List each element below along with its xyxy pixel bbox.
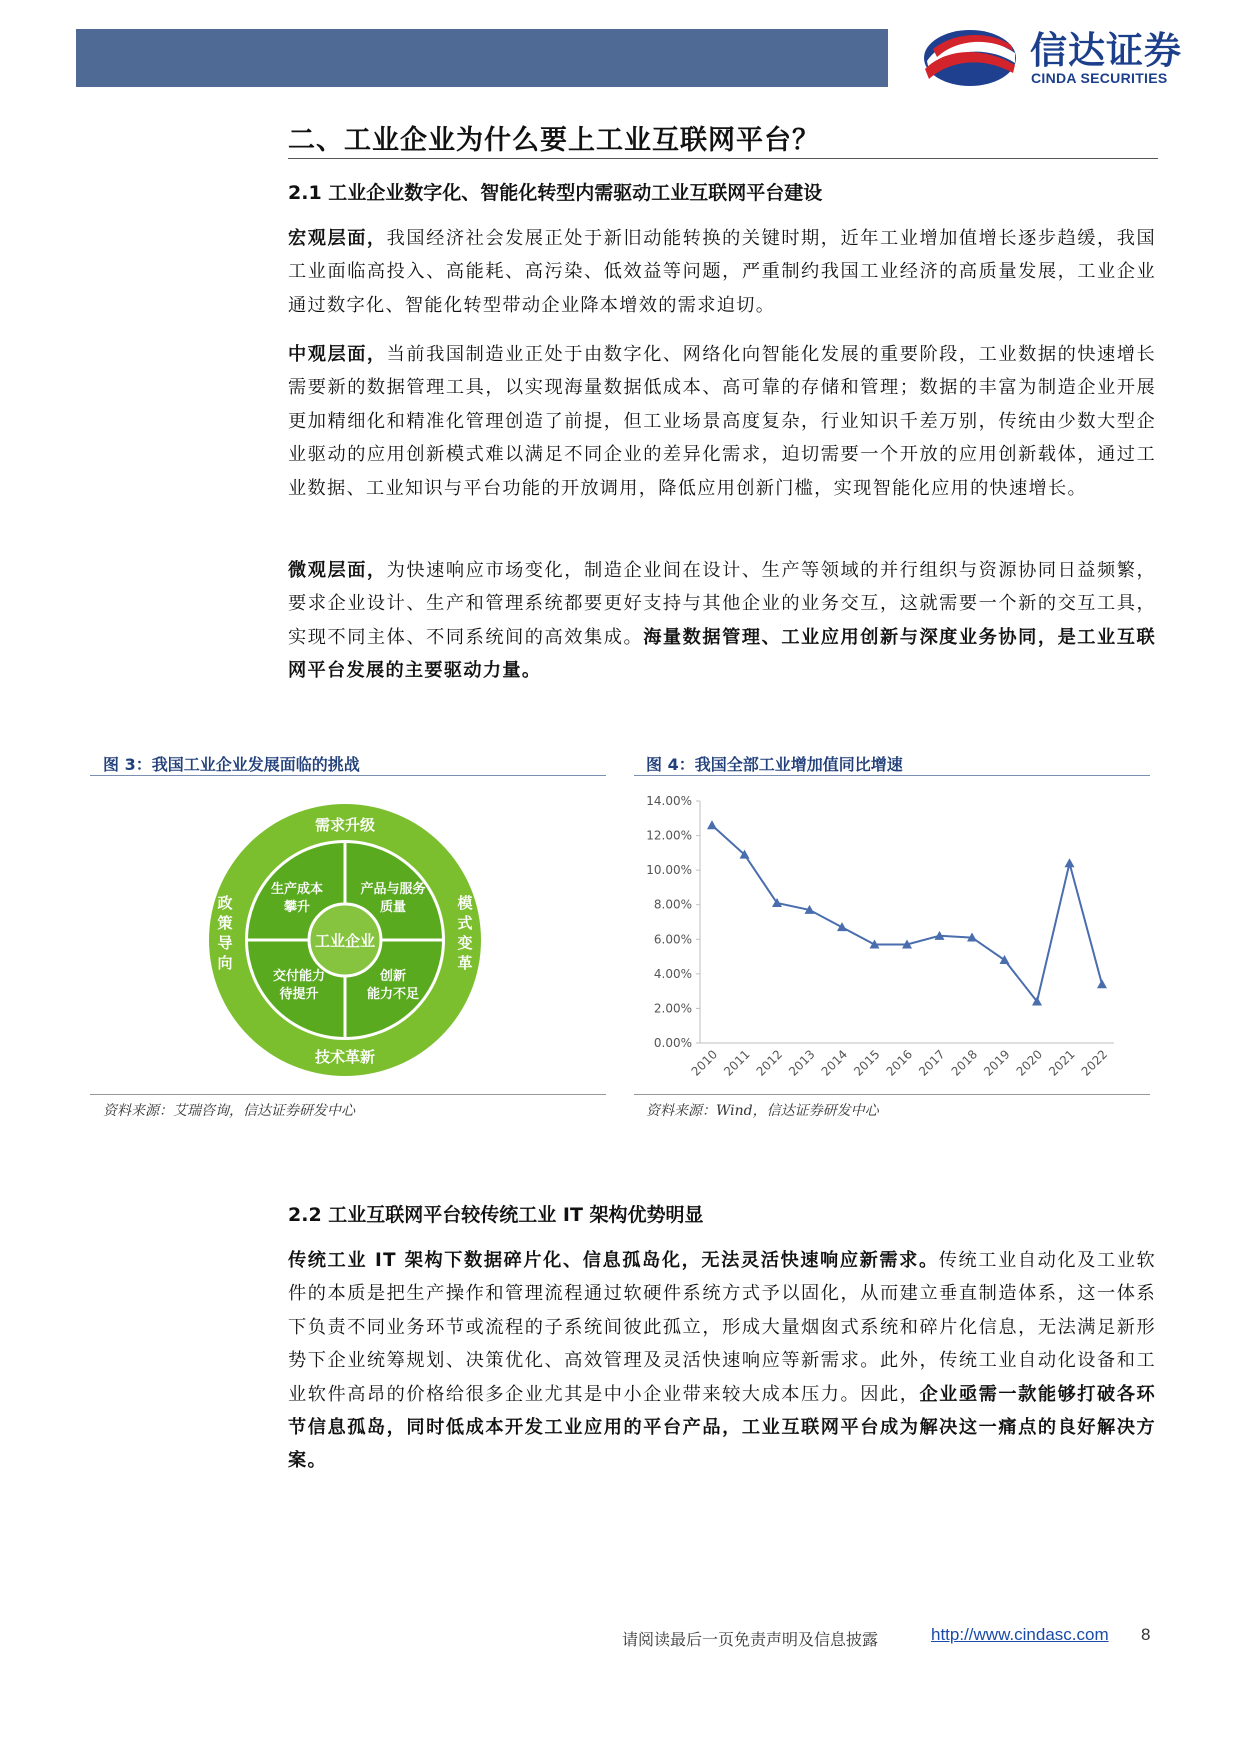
- outer-label-model: 革: [457, 954, 473, 972]
- outer-label-policy: 向: [217, 954, 233, 972]
- figure3-source: 资料来源：艾瑞咨询，信达证券研发中心: [103, 1103, 355, 1119]
- data-point: [707, 820, 717, 829]
- outer-label-policy: 政: [217, 894, 233, 912]
- section-title: 二、工业企业为什么要上工业互联网平台？: [288, 125, 820, 156]
- inner-label-delivery: 待提升: [279, 987, 319, 1002]
- subsection-heading-2-2: 2.2 工业互联网平台较传统工业 IT 架构优势明显: [288, 1204, 704, 1226]
- paragraph-body: 我国经济社会发展正处于新旧动能转换的关键时期，近年工业增加值增长逐步趋缓，我国工业面临高投入、高能耗、高污染、低效益等问题，严重制约我国工业经济的高质量发展，工业企业通过数字化、智能化转型带动企业降本增效的需求迫切。: [288, 228, 1156, 316]
- data-point: [1065, 858, 1075, 867]
- outer-label-model: 模: [457, 894, 473, 912]
- x-tick-label: 2017: [916, 1047, 948, 1079]
- x-tick-label: 2015: [851, 1047, 883, 1079]
- paragraph-lead: 中观层面，: [288, 344, 387, 365]
- x-tick-label: 2011: [721, 1047, 753, 1079]
- outer-label-policy: 导: [217, 934, 233, 952]
- figure3-rule: [90, 775, 606, 776]
- figure4-rule: [634, 775, 1150, 776]
- outer-label-model: 变: [457, 934, 473, 952]
- x-tick-label: 2022: [1078, 1047, 1111, 1079]
- paragraph-lead: 宏观层面，: [288, 228, 387, 249]
- footer-disclaimer: 请阅读最后一页免责声明及信息披露: [622, 1630, 879, 1649]
- inner-label-cost: 攀升: [283, 900, 311, 915]
- figure4-title: 图 4：我国全部工业增加值同比增速: [646, 755, 903, 774]
- paragraph-conclusion: 企业亟需一款能够打破各环节信息孤岛，同时低成本开发工业应用的平台产品，工业互联网平台成为解决这一痛点的良好解决方案。: [288, 1383, 1156, 1472]
- y-tick-label: 10.00%: [646, 863, 692, 878]
- center-label: 工业企业: [314, 932, 376, 950]
- outer-label-demand: 需求升级: [314, 816, 376, 834]
- data-point: [1097, 979, 1107, 988]
- inner-label-innovation: 能力不足: [366, 987, 420, 1002]
- series-line: [712, 825, 1102, 1001]
- outer-label-model: 式: [457, 914, 473, 932]
- figure3-title: 图 3：我国工业企业发展面临的挑战: [103, 755, 360, 774]
- x-tick-label: 2010: [688, 1047, 721, 1079]
- paragraph-macro: [288, 222, 1156, 322]
- figure4-source-rule: [634, 1094, 1150, 1095]
- inner-label-delivery: 交付能力: [272, 969, 326, 984]
- x-tick-label: 2014: [818, 1047, 851, 1079]
- figure3-source-rule: [90, 1094, 606, 1095]
- x-tick-label: 2016: [883, 1047, 916, 1079]
- inner-label-quality: 质量: [379, 900, 407, 915]
- paragraph-body: 当前我国制造业正处于由数字化、网络化向智能化发展的重要阶段，工业数据的快速增长需要新的数据管理工具，以实现海量数据低成本、高可靠的存储和管理；数据的丰富为制造企业开展更加精细化和精准化管理创造了前提，但工业场景高度复杂，行业知识千差万别，传统由少数大型企业驱动的应用创新模式难以满足不同企业的差异化需求，迫切需要一个开放的应用创新载体，通过工业数据、工业知识与平台功能的开放调用，降低应用创新门槛，实现智能化应用的快速增长。: [288, 344, 1156, 499]
- paragraph-conclusion: 海量数据管理、工业应用创新与深度业务协同，是工业互联网平台发展的主要驱动力量。: [288, 626, 1156, 682]
- y-tick-label: 4.00%: [653, 966, 692, 981]
- outer-label-policy: 策: [217, 914, 233, 932]
- x-tick-label: 2019: [981, 1047, 1013, 1079]
- y-tick-label: 12.00%: [646, 828, 692, 843]
- x-tick-label: 2012: [753, 1047, 786, 1079]
- title-divider: [288, 158, 1158, 159]
- x-tick-label: 2013: [786, 1047, 818, 1079]
- paragraph-lead: 微观层面，: [288, 560, 387, 581]
- brand-name-cn: 信达证券: [1030, 29, 1182, 72]
- x-tick-label: 2020: [1013, 1047, 1046, 1079]
- challenge-diagram: [205, 800, 485, 1080]
- inner-label-quality: 产品与服务: [360, 882, 426, 897]
- subsection-heading-2-1: 2.1 工业企业数字化、智能化转型内需驱动工业互联网平台建设: [288, 182, 823, 204]
- paragraph-body: 为快速响应市场变化，制造企业间在设计、生产等领域的并行组织与资源协同日益频繁，要求企业设计、生产和管理系统都要更好支持与其他企业的业务交互，这就需要一个新的交互工具，实现不同主体、不同系统间的高效集成。: [288, 560, 1156, 648]
- y-tick-label: 14.00%: [646, 794, 692, 808]
- header-band: [76, 29, 888, 87]
- x-tick-label: 2018: [948, 1047, 981, 1079]
- footer-link[interactable]: http://www.cindasc.com: [931, 1625, 1109, 1644]
- y-tick-label: 6.00%: [653, 932, 692, 947]
- figure4-source: 资料来源：Wind，信达证券研发中心: [646, 1103, 879, 1119]
- paragraph-meso: [288, 338, 1156, 505]
- y-tick-label: 0.00%: [653, 1036, 692, 1050]
- inner-label-cost: 生产成本: [270, 882, 324, 897]
- outer-label-technology: 技术革新: [314, 1048, 376, 1066]
- paragraph-micro: [288, 554, 1156, 688]
- paragraph-it-architecture: [288, 1244, 1156, 1478]
- inner-label-innovation: 创新: [379, 969, 407, 984]
- paragraph-body: 传统工业自动化及工业软件的本质是把生产操作和管理流程通过软硬件系统方式予以固化，从而建立垂直制造体系，这一体系下负责不同业务环节或流程的子系统间彼此孤立，形成大量烟囱式系统和碎片化信息，无法满足新形势下企业统筹规划、决策优化、高效管理及灵活快速响应等新需求。此外，传统工业自动化设备和工业软件高昂的价格给很多企业尤其是中小企业带来较大成本压力。因此，: [288, 1250, 1156, 1405]
- growth-line-chart: [634, 785, 1154, 1090]
- brand-name-en: CINDA SECURITIES: [1031, 70, 1168, 86]
- y-tick-label: 8.00%: [653, 897, 692, 912]
- y-tick-label: 2.00%: [653, 1001, 692, 1016]
- data-point: [837, 922, 847, 931]
- paragraph-lead: 传统工业 IT 架构下数据碎片化、信息孤岛化，无法灵活快速响应新需求。: [288, 1250, 939, 1271]
- page-number: 8: [1141, 1625, 1151, 1644]
- x-tick-label: 2021: [1046, 1047, 1078, 1079]
